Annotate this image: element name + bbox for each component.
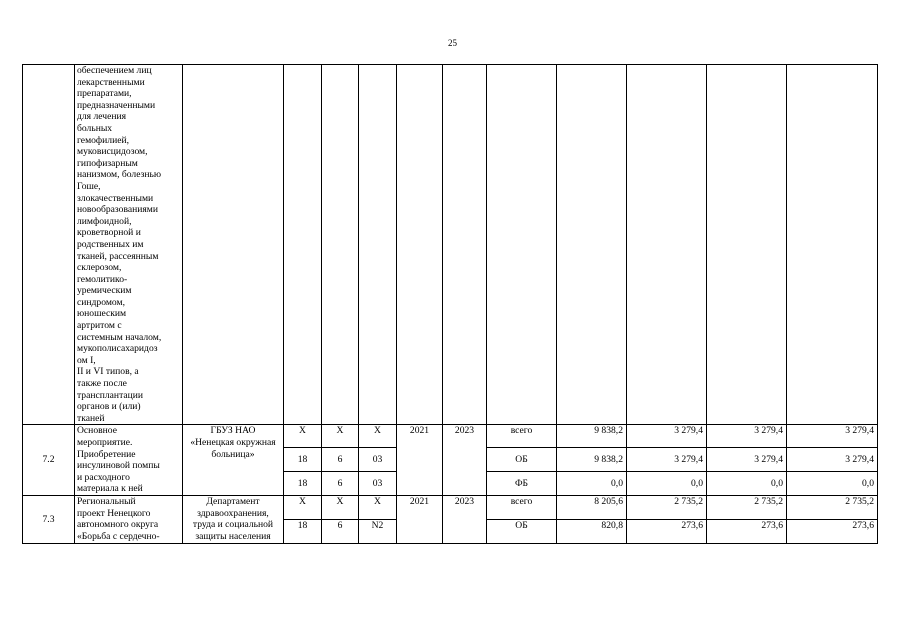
executor-cell <box>183 495 284 543</box>
text-line: злокачественными <box>77 192 154 204</box>
code-cell: 6 <box>322 447 359 471</box>
row-number-cell <box>23 65 75 425</box>
executor-cell <box>183 65 284 425</box>
description-text <box>77 425 179 495</box>
year-2-value: 273,6 <box>707 519 787 543</box>
code-cell: Х <box>284 495 322 519</box>
start-year: 2021 <box>397 495 443 543</box>
funding-source: ОБ <box>487 519 557 543</box>
code-cell: Х <box>359 425 397 448</box>
text-line: нанизмом, болезнью <box>77 169 162 181</box>
text-line: II и VI типов, а <box>77 366 139 378</box>
text-line: материала к ней <box>77 483 143 495</box>
total-value: 9 838,2 <box>557 447 627 471</box>
text-line: Гоше, <box>77 180 101 192</box>
text-line: инсулиновой помпы <box>77 460 160 472</box>
end-year: 2023 <box>443 495 487 543</box>
text-line: ом I, <box>77 354 96 366</box>
text-line: системным началом, <box>77 331 162 343</box>
executor-text <box>186 496 280 542</box>
text-line: тканей <box>77 412 105 424</box>
text-line: Департамент <box>206 495 260 507</box>
text-line: трансплантации <box>77 389 144 401</box>
code-cell: Х <box>322 495 359 519</box>
start-year-cell <box>397 65 443 425</box>
text-line: юношеским <box>77 308 127 320</box>
text-line: лекарственными <box>77 76 145 88</box>
text-line: мукополисахаридоз <box>77 343 158 355</box>
executor-text <box>186 425 280 460</box>
year-value-cell <box>627 65 707 425</box>
code-cell: Х <box>359 495 397 519</box>
text-line: также после <box>77 378 127 390</box>
description-text <box>77 65 179 424</box>
text-line: синдромом, <box>77 296 125 308</box>
text-line: ГБУЗ НАО <box>210 425 256 437</box>
code-cell <box>359 65 397 425</box>
year-3-value: 2 735,2 <box>787 495 878 519</box>
program-table <box>22 64 878 544</box>
table-row <box>23 495 878 519</box>
executor-cell <box>183 425 284 496</box>
text-line: автономного округа <box>77 519 159 531</box>
code-cell: 18 <box>284 471 322 495</box>
year-3-value: 3 279,4 <box>787 447 878 471</box>
text-line: и расходного <box>77 471 130 483</box>
text-line: гипофизарным <box>77 157 138 169</box>
description-cell <box>75 495 183 543</box>
year-1-value: 2 735,2 <box>627 495 707 519</box>
continuation-row <box>23 65 878 425</box>
description-cell <box>75 65 183 425</box>
text-line: кроветворной и <box>77 227 141 239</box>
text-line: больных <box>77 122 113 134</box>
text-line: мероприятие. <box>77 437 133 448</box>
description-text <box>77 496 179 542</box>
year-value-cell <box>787 65 878 425</box>
description-cell <box>75 425 183 496</box>
row-number: 7.2 <box>23 425 75 496</box>
funding-source: всего <box>487 425 557 448</box>
text-line: обеспечением лиц <box>77 65 152 76</box>
year-1-value: 273,6 <box>627 519 707 543</box>
code-cell: Х <box>284 425 322 448</box>
year-3-value: 0,0 <box>787 471 878 495</box>
text-line: «Ненецкая окружная <box>190 437 276 448</box>
year-2-value: 3 279,4 <box>707 425 787 448</box>
funding-source: ФБ <box>487 471 557 495</box>
text-line: предназначенными <box>77 99 156 111</box>
year-2-value: 3 279,4 <box>707 447 787 471</box>
row-number: 7.3 <box>23 495 75 543</box>
funding-source-cell <box>487 65 557 425</box>
code-cell: 18 <box>284 447 322 471</box>
text-line: труда и социальной <box>192 519 274 531</box>
end-year-cell <box>443 65 487 425</box>
text-line: для лечения <box>77 111 127 123</box>
total-value: 0,0 <box>557 471 627 495</box>
text-line: Приобретение <box>77 448 136 460</box>
text-line: Основное <box>77 425 117 437</box>
text-line: гемолитико- <box>77 273 128 285</box>
text-line: здравоохранения, <box>197 507 269 519</box>
text-line: муковисцидозом, <box>77 146 148 158</box>
year-2-value: 0,0 <box>707 471 787 495</box>
year-1-value: 0,0 <box>627 471 707 495</box>
code-cell <box>322 65 359 425</box>
start-year: 2021 <box>397 425 443 496</box>
funding-source: ОБ <box>487 447 557 471</box>
text-line: органов и (или) <box>77 401 141 413</box>
text-line: «Борьба с сердечно- <box>77 530 160 542</box>
text-line: новообразованиями <box>77 204 159 216</box>
year-value-cell <box>707 65 787 425</box>
year-3-value: 273,6 <box>787 519 878 543</box>
funding-source: всего <box>487 495 557 519</box>
text-line: уремическим <box>77 285 132 297</box>
text-line: лимфоидной, <box>77 215 132 227</box>
text-line: Региональный <box>77 495 136 507</box>
text-line: тканей, рассеянным <box>77 250 159 262</box>
total-value: 820,8 <box>557 519 627 543</box>
text-line: препаратами, <box>77 88 132 100</box>
text-line: проект Ненецкого <box>77 507 151 519</box>
code-cell: 03 <box>359 471 397 495</box>
year-3-value: 3 279,4 <box>787 425 878 448</box>
code-cell: 18 <box>284 519 322 543</box>
code-cell: N2 <box>359 519 397 543</box>
text-line: гемофилией, <box>77 134 129 146</box>
code-cell: 03 <box>359 447 397 471</box>
code-cell: 6 <box>322 471 359 495</box>
page-number: 25 <box>448 38 457 48</box>
text-line: больница» <box>211 448 255 460</box>
text-line: защиты населения <box>195 530 271 542</box>
table-row <box>23 425 878 448</box>
code-cell: 6 <box>322 519 359 543</box>
text-line: артритом с <box>77 320 122 332</box>
total-value: 8 205,6 <box>557 495 627 519</box>
code-cell <box>284 65 322 425</box>
total-value: 9 838,2 <box>557 425 627 448</box>
year-1-value: 3 279,4 <box>627 447 707 471</box>
total-cell <box>557 65 627 425</box>
code-cell: Х <box>322 425 359 448</box>
end-year: 2023 <box>443 425 487 496</box>
text-line: родственных им <box>77 238 144 250</box>
text-line: склерозом, <box>77 262 122 274</box>
year-1-value: 3 279,4 <box>627 425 707 448</box>
year-2-value: 2 735,2 <box>707 495 787 519</box>
